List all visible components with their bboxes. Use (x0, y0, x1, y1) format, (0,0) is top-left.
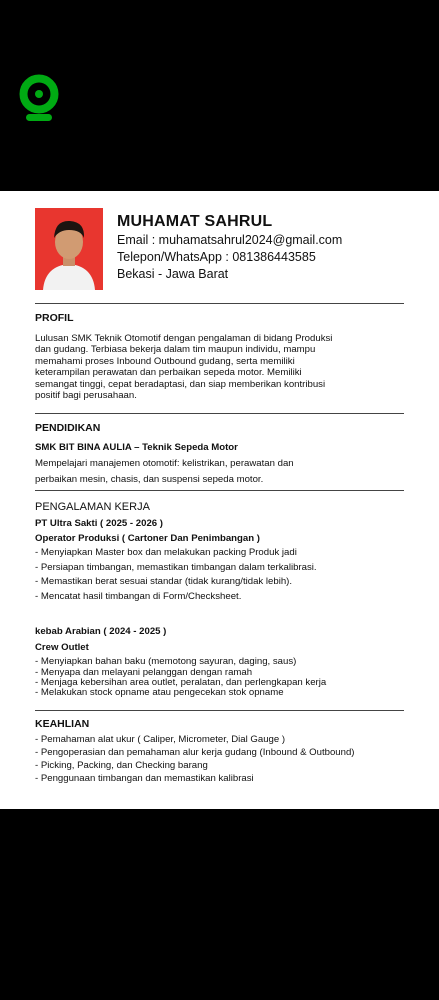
experience-heading: PENGALAMAN KERJA (35, 501, 150, 513)
education-text: perbaikan mesin, chasis, dan suspensi sepeda motor. (35, 474, 264, 485)
skill-item: - Penggunaan timbangan dan memastikan kalibrasi (35, 773, 254, 784)
skill-item: - Pengoperasian dan pemahaman alur kerja gudang (Inbound & Outbound) (35, 747, 355, 758)
person-name: MUHAMAT SAHRUL (117, 213, 273, 230)
phone-text: Telepon/WhatsApp : 081386443585 (117, 250, 316, 264)
job-company: PT Ultra Sakti ( 2025 - 2026 ) (35, 518, 163, 529)
divider (35, 710, 404, 711)
job-role: Operator Produksi ( Cartoner Dan Penimbangan ) (35, 533, 260, 544)
profile-text: Lulusan SMK Teknik Otomotif dengan pengalaman di bidang Produksi dan gudang. Terbiasa bekerja dalam tim maupun individu, mampu memahami proses Inbound Outbound gudang, serta memiliki keterampilan perawatan dan perbaikan sepeda motor. Memiliki semangat tinggi, cepat beradaptasi, dan siap memberikan kontribusi positif bagi perusahaan. (35, 333, 333, 402)
divider (35, 490, 404, 491)
profile-photo (35, 208, 103, 290)
skill-item: - Picking, Packing, dan Checking barang (35, 760, 208, 771)
location-text: Bekasi - Jawa Barat (117, 267, 229, 281)
job-bullet: - Mencatat hasil timbangan di Form/Checksheet. (35, 591, 242, 602)
education-heading: PENDIDIKAN (35, 422, 101, 434)
job-bullet: - Menyiapkan Master box dan melakukan packing Produk jadi (35, 547, 297, 558)
job-company: kebab Arabian ( 2024 - 2025 ) (35, 626, 167, 637)
job-bullet: - Melakukan stock opname atau pengecekan stok opname (35, 687, 284, 698)
job-bullet: - Memastikan berat sesuai standar (tidak kurang/tidak lebih). (35, 576, 293, 587)
job-bullet: - Menyapa dan melayani pelanggan dengan ramah (35, 667, 253, 678)
job-role: Crew Outlet (35, 642, 89, 653)
job-bullet: - Menyiapkan bahan baku (memotong sayuran, daging, saus) (35, 656, 297, 667)
divider (35, 413, 404, 414)
email-text: Email : muhamatsahrul2024@gmail.com (117, 233, 343, 247)
education-text: Mempelajari manajemen otomotif: kelistrikan, perawatan dan (35, 458, 294, 469)
school-name: SMK BIT BINA AULIA – Teknik Sepeda Motor (35, 442, 238, 453)
divider (35, 303, 404, 304)
skill-item: - Pemahaman alat ukur ( Caliper, Micrometer, Dial Gauge ) (35, 734, 286, 745)
profile-heading: PROFIL (35, 312, 74, 324)
resume-page (0, 191, 439, 809)
location-pin-logo-icon (13, 72, 65, 124)
job-bullet: - Persiapan timbangan, memastikan timbangan dalam terkalibrasi. (35, 562, 317, 573)
job-bullet: - Menjaga kebersihan area outlet, peralatan, dan perlengkapan kerja (35, 677, 327, 688)
skills-heading: KEAHLIAN (35, 718, 90, 730)
